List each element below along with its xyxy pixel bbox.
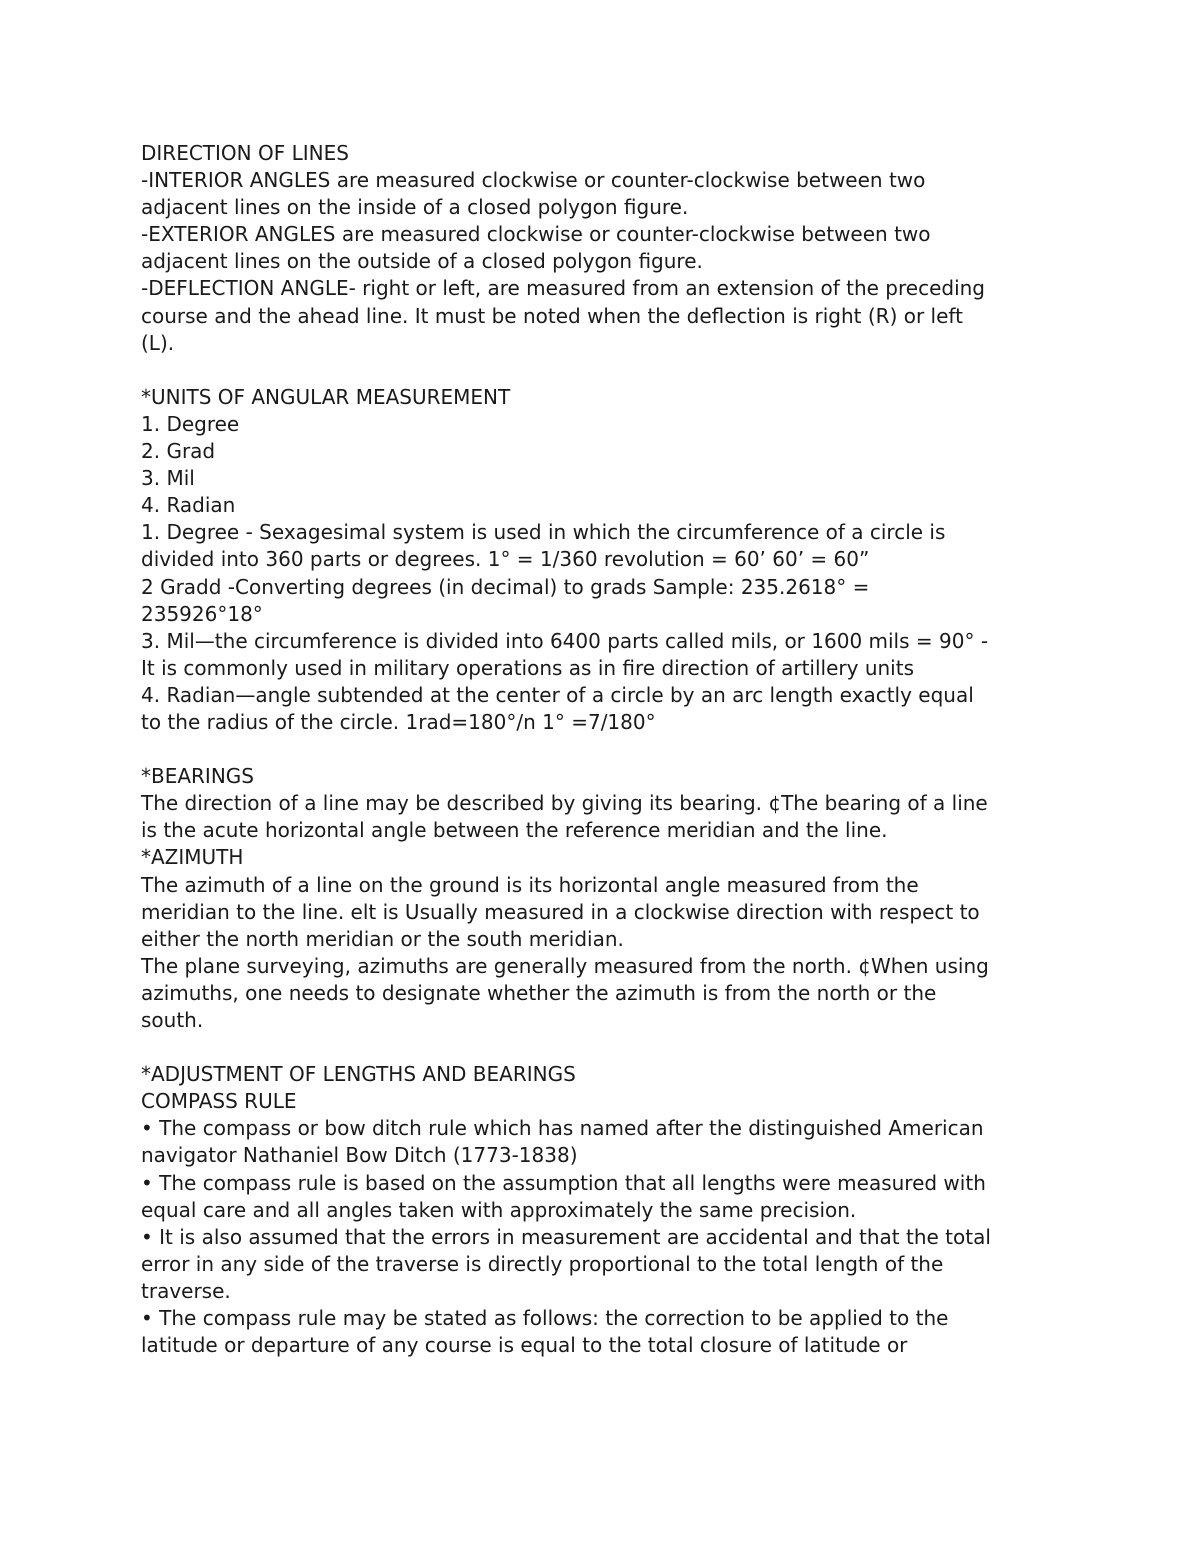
- text-line: navigator Nathaniel Bow Ditch (1773-1838): [141, 1143, 578, 1168]
- text-line: 2 Gradd -Converting degrees (in decimal) to grads Sample: 235.2618° =: [141, 574, 870, 599]
- text-line: latitude or departure of any course is equal to the total closure of latitude or: [141, 1333, 908, 1358]
- text-line: -EXTERIOR ANGLES are measured clockwise or counter-clockwise between two: [141, 222, 931, 247]
- blank-line: [141, 736, 1066, 763]
- text-line: azimuths, one needs to designate whether the azimuth is from the north or the: [141, 980, 937, 1005]
- text-line: 1. Degree - Sexagesimal system is used in which the circumference of a circle is: [141, 520, 946, 545]
- text-line: divided into 360 parts or degrees. 1° = 1/360 revolution = 60’ 60’ = 60”: [141, 547, 870, 572]
- text-line: The plane surveying, azimuths are generally measured from the north. ¢When using: [141, 953, 989, 978]
- heading-azimuth: *AZIMUTH: [141, 845, 244, 870]
- bullet-line: • The compass or bow ditch rule which has named after the distinguished American: [141, 1116, 984, 1141]
- text-line: 4. Radian: [141, 493, 236, 518]
- text-line: 1. Degree: [141, 411, 240, 436]
- text-line: The azimuth of a line on the ground is its horizontal angle measured from the: [141, 872, 919, 897]
- text-line: error in any side of the traverse is directly proportional to the total length of the: [141, 1251, 944, 1276]
- text-line: 3. Mil—the circumference is divided into 6400 parts called mils, or 1600 mils = 90° -: [141, 628, 989, 653]
- text-line: to the radius of the circle. 1rad=180°/n 1° =7/180°: [141, 709, 656, 734]
- text-line: -INTERIOR ANGLES are measured clockwise or counter-clockwise between two: [141, 168, 926, 193]
- heading-units-of-angular-measurement: *UNITS OF ANGULAR MEASUREMENT: [141, 384, 511, 409]
- text-line: equal care and all angles taken with approximately the same precision.: [141, 1197, 857, 1222]
- text-line: adjacent lines on the outside of a closed polygon figure.: [141, 249, 703, 274]
- text-line: 2. Grad: [141, 439, 216, 464]
- heading-bearings: *BEARINGS: [141, 764, 254, 789]
- text-line: 4. Radian—angle subtended at the center of a circle by an arc length exactly equal: [141, 682, 974, 707]
- text-line: meridian to the line. elt is Usually measured in a clockwise direction with respect to: [141, 899, 980, 924]
- text-line: 3. Mil: [141, 466, 195, 491]
- text-line: (L).: [141, 330, 175, 355]
- text-line: 235926°18°: [141, 601, 263, 626]
- blank-line: [141, 357, 1066, 384]
- text-line: south.: [141, 1008, 204, 1032]
- document-page: [141, 140, 1066, 1359]
- bullet-line: • The compass rule is based on the assumption that all lengths were measured with: [141, 1170, 986, 1195]
- subheading-compass-rule: COMPASS RULE: [141, 1089, 297, 1114]
- heading-adjustment-of-lengths-and-bearings: *ADJUSTMENT OF LENGTHS AND BEARINGS: [141, 1062, 576, 1087]
- text-line: The direction of a line may be described by giving its bearing. ¢The bearing of a line: [141, 791, 988, 816]
- bullet-line: • It is also assumed that the errors in measurement are accidental and that the total: [141, 1224, 991, 1249]
- text-line: It is commonly used in military operations as in fire direction of artillery units: [141, 655, 914, 680]
- text-line: adjacent lines on the inside of a closed polygon figure.: [141, 195, 689, 220]
- text-line: traverse.: [141, 1278, 231, 1303]
- text-line: course and the ahead line. It must be noted when the deflection is right (R) or left: [141, 303, 963, 328]
- text-line: is the acute horizontal angle between the reference meridian and the line.: [141, 818, 888, 843]
- heading-direction-of-lines: DIRECTION OF LINES: [141, 141, 349, 165]
- text-line: either the north meridian or the south meridian.: [141, 926, 624, 951]
- bullet-line: • The compass rule may be stated as follows: the correction to be applied to the: [141, 1306, 949, 1331]
- blank-line: [141, 1034, 1066, 1061]
- text-line: -DEFLECTION ANGLE- right or left, are measured from an extension of the preceding: [141, 276, 985, 301]
